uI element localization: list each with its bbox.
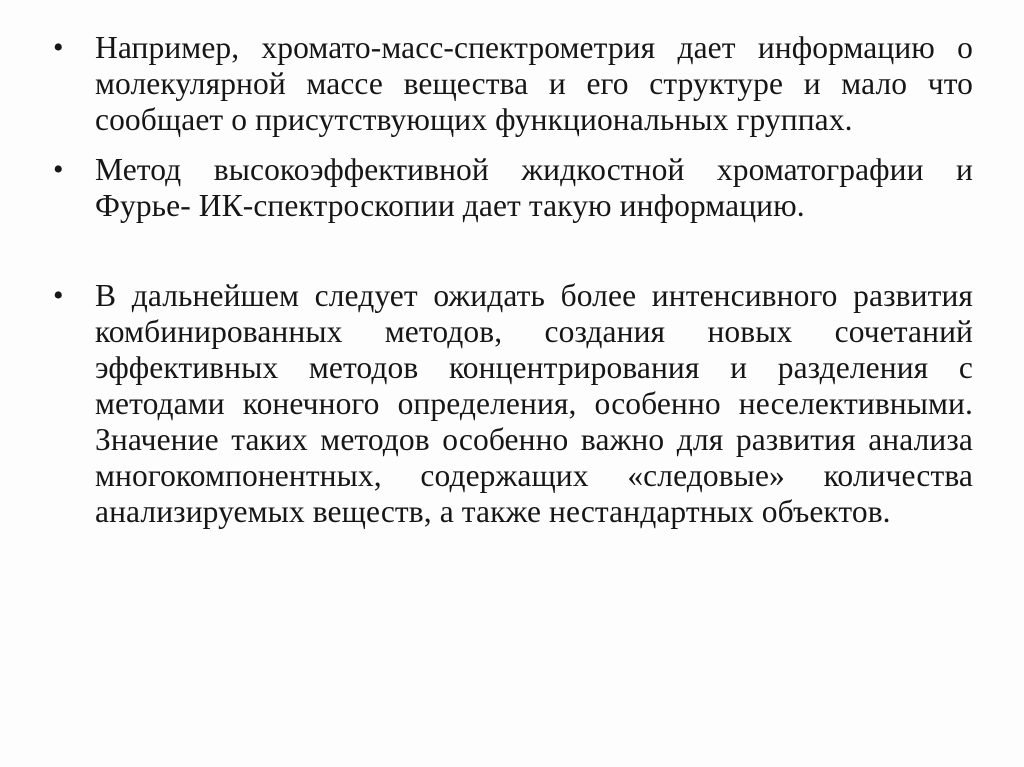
bullet-item-1: [53, 30, 973, 138]
bullet-marker: •: [53, 153, 64, 186]
bullet-marker: •: [53, 31, 64, 64]
bullet-item-2: [53, 152, 973, 224]
bullet-item-3: [53, 278, 973, 530]
bullet-text: Метод высокоэффективной жидкостной хроматографии и Фурье- ИК-спектроскопии дает такую информацию.: [95, 152, 973, 223]
bullet-list: [53, 30, 973, 530]
bullet-text: В дальнейшем следует ожидать более интенсивного развития комбинированных методов, создания новых сочетаний эффективных методов концентрирования и разделения с методами конечного определения, особенно неселективными. Значение таких методов особенно важно для развития анализа многокомпонентных, содержащих «следовые» количества анализируемых веществ, а также нестандартных объектов.: [95, 278, 973, 529]
bullet-text: Например, хромато-масс-спектрометрия дает информацию о молекулярной массе вещества и его структуре и мало что сообщает о присутствующих функциональных группах.: [95, 30, 973, 137]
bullet-marker: •: [53, 279, 64, 312]
